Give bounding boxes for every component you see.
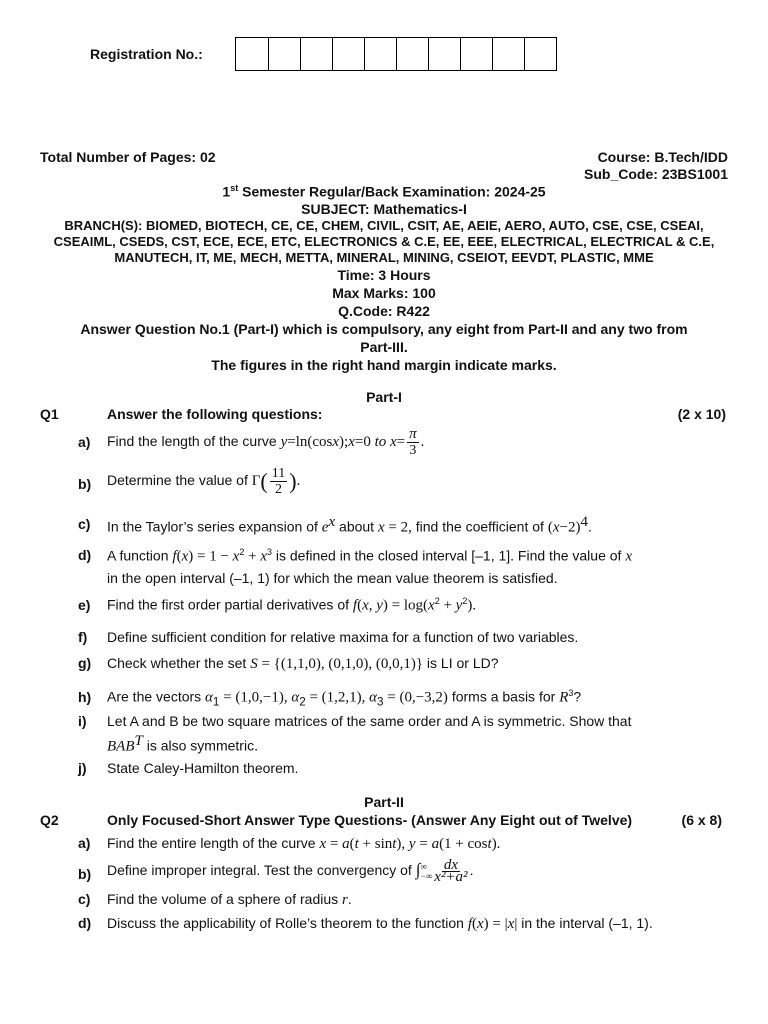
- registration-box: [236, 38, 268, 70]
- q1c-term-exp: 4: [580, 514, 588, 530]
- q1a-period: .: [420, 434, 425, 451]
- q1c-stem-a: In the Taylor’s series expansion of: [107, 518, 318, 535]
- q1a-fraction: [407, 427, 419, 458]
- q1e-x-exp: 2: [434, 596, 440, 606]
- q2a-a1: a: [342, 836, 350, 852]
- q1c-text: [107, 514, 592, 537]
- part2-title: Part-II: [364, 794, 404, 810]
- q1h-a2-val: = (1,2,1),: [305, 689, 370, 706]
- q1h-label: h): [78, 689, 92, 705]
- q2b-label: b): [78, 866, 92, 882]
- q2b-lower: −∞: [420, 871, 433, 881]
- branch-line-2: CSEAIML, CSEDS, CST, ECE, ECE, ETC, ELECTRONICS & C.E, EE, EEE, ELECTRICAL, ELECTRICAL & C.E,: [53, 234, 715, 249]
- q1c-term-rest: −2): [559, 519, 581, 536]
- q1h-a2: α: [291, 689, 300, 706]
- branch-list-1: BIOMED, BIOTECH, CE, CE, CHEM, CIVIL, CSIT, AE, AEIE, AERO, AUTO, CSE, CSE, CSEAI,: [146, 218, 704, 233]
- q1e-text: [107, 596, 476, 615]
- q1e-x: x: [428, 597, 435, 614]
- exam-number: 1: [222, 183, 231, 200]
- q1h-r-exp: 3: [568, 688, 574, 698]
- registration-box: [268, 38, 300, 70]
- total-pages: Total Number of Pages: 02: [40, 149, 216, 165]
- q2b-limits: ∞: [420, 861, 427, 872]
- q1e-plus: +: [439, 597, 456, 614]
- q1d-label: d): [78, 547, 92, 563]
- q1g-set: = {(1,1,0), (0,1,0), (0,0,1)}: [257, 656, 424, 672]
- q1-title: Answer the following questions:: [107, 406, 323, 422]
- q1i-t: T: [134, 733, 143, 749]
- q2d-abs-close: |: [514, 916, 518, 932]
- q1i-bab: BAB: [107, 738, 135, 755]
- part1-title: Part-I: [366, 389, 402, 405]
- time: Time: 3 Hours: [337, 267, 431, 283]
- q1h-stem-b: forms a basis for: [451, 688, 556, 705]
- branch-line-1: [0, 218, 768, 233]
- q2d-stem-a: Discuss the applicability of Rolle’s theorem to the function: [107, 915, 464, 931]
- q1h-a1: α: [205, 689, 213, 706]
- q2a-comma: ),: [396, 836, 409, 852]
- q1a-fraction-den: 3: [409, 443, 417, 458]
- registration-number-boxes: [235, 37, 557, 71]
- q2d-eq: ) = |: [483, 916, 508, 932]
- q1c-stem-b: about: [339, 518, 375, 535]
- q1g-stem-b: is LI or LD?: [426, 655, 499, 671]
- q1c-term-x: x: [552, 519, 560, 536]
- q1e-f: f: [352, 597, 358, 614]
- q2d-absx: x: [507, 916, 515, 932]
- exam-title: [0, 183, 768, 200]
- q1e-close: ).: [467, 597, 477, 614]
- q2a-t3: t: [487, 836, 492, 852]
- q2d-stem-b: in the interval (–1, 1).: [521, 915, 653, 931]
- q1d-stem-a: A function: [107, 547, 169, 564]
- exam-title-text: Semester Regular/Back Examination: 2024-25: [242, 183, 546, 200]
- max-marks: Max Marks: 100: [332, 285, 436, 301]
- q2a-x-eq: =: [326, 836, 343, 852]
- q1b-fraction-den: 2: [274, 482, 282, 497]
- q1i-label: i): [78, 713, 87, 729]
- q1d-plus: +: [244, 548, 261, 565]
- q1-marks: (2 x 10): [677, 406, 726, 422]
- q1h-text: [107, 688, 581, 708]
- q1d-x2-exp: 2: [239, 547, 245, 557]
- q1d-var-x: x: [625, 548, 632, 565]
- q1b-gamma: Γ: [251, 473, 261, 490]
- q1b-fraction-num: 11: [271, 466, 286, 481]
- q1a-text: [107, 427, 424, 458]
- q1h-stem-a: Are the vectors: [107, 688, 202, 705]
- q1i-text-line1: Let A and B be two square matrices of the same order and A is symmetric. Show that: [107, 713, 632, 729]
- q1d-x3: x: [260, 548, 267, 565]
- q1a-label: a): [78, 434, 91, 450]
- q1c-eq: = 2,: [384, 519, 412, 536]
- q1a-formula: y: [280, 434, 288, 451]
- q2d-f: f: [467, 916, 472, 932]
- q1c-exp: x: [328, 514, 336, 530]
- q1e-eq: ) = log(: [382, 597, 429, 614]
- q2a-y-eq: =: [415, 836, 432, 852]
- q1e-y: y: [455, 597, 463, 614]
- q1f-label: f): [78, 629, 88, 645]
- subject: SUBJECT: Mathematics-I: [301, 201, 467, 217]
- q1j-label: j): [78, 760, 87, 776]
- q2a-close: ).: [491, 836, 501, 852]
- q2b-period: .: [469, 862, 474, 879]
- q1a-formula-7: to x: [374, 434, 397, 451]
- q1d-text: [107, 547, 632, 566]
- q1b-label: b): [78, 476, 92, 492]
- registration-box: [428, 38, 460, 70]
- q1b-paren-open: (: [260, 468, 268, 494]
- q1h-a1-sub: 1: [212, 695, 220, 709]
- q2-title: Only Focused-Short Answer Type Questions- (Answer Any Eight out of Twelve): [107, 812, 633, 828]
- exam-number-suffix: st: [230, 183, 239, 193]
- q1f-text: Define sufficient condition for relative maxima for a function of two variables.: [107, 629, 579, 645]
- course: Course: B.Tech/IDD: [597, 149, 728, 165]
- q1a-formula-2: =ln(cos: [287, 434, 333, 451]
- q1a-fraction-num: π: [409, 426, 417, 442]
- sub-code: Sub_Code: 23BS1001: [584, 166, 728, 182]
- q1a-formula-8: =: [396, 434, 406, 451]
- q2b-fraction-num: dx: [443, 857, 458, 873]
- q1d-x2: x: [232, 548, 240, 565]
- q2d-x: x: [477, 916, 484, 932]
- q1c-label: c): [78, 516, 91, 532]
- instruction-line-2: Part-III.: [360, 339, 408, 355]
- q2a-x: x: [319, 836, 327, 852]
- q1g-stem-a: Check whether the set: [107, 655, 247, 671]
- q1g-s: S: [250, 656, 258, 672]
- q2c-stem: Find the volume of a sphere of radius: [107, 891, 339, 907]
- q1d-x: x: [181, 548, 189, 565]
- q1d-x3-exp: 3: [266, 547, 272, 557]
- q2a-x-rest: + sin: [358, 836, 393, 852]
- q1g-label: g): [78, 655, 92, 671]
- q2c-period: .: [347, 891, 352, 907]
- q2b-fraction-den: x²+a²: [434, 869, 468, 885]
- q1g-text: [107, 655, 499, 673]
- instruction-line-3: The figures in the right hand margin indicate marks.: [211, 357, 557, 373]
- q1d-fx: (: [176, 548, 182, 565]
- q2c-label: c): [78, 891, 91, 907]
- q1a-formula-3: x: [332, 434, 340, 451]
- q1c-e: e: [321, 519, 329, 536]
- q1a-formula-5: x: [348, 434, 355, 451]
- q1c-stem-c: find the coefficient of: [415, 518, 544, 535]
- instruction-line-1: Answer Question No.1 (Part-I) which is compulsory, any eight from Part-II and any two from: [80, 321, 688, 337]
- q2a-t2: t: [392, 836, 397, 852]
- q1-number: Q1: [40, 406, 59, 422]
- q1a-formula-6: =0: [354, 434, 375, 451]
- q1b-fraction: [270, 466, 287, 497]
- q1b-period: .: [296, 473, 301, 490]
- q2a-a2: a: [431, 836, 440, 852]
- q1h-a1-val: = (1,0,−1),: [219, 689, 292, 706]
- q1h-a3-val: = (0,−3,2): [383, 689, 448, 706]
- q2b-stem: Define improper integral. Test the convergency of: [107, 862, 412, 879]
- q1d-eq: ) = 1 −: [188, 548, 233, 565]
- q1e-label: e): [78, 597, 91, 613]
- q1d-f: f: [172, 548, 177, 565]
- q1e-stem: Find the first order partial derivatives of: [107, 596, 349, 613]
- q1b-stem: Determine the value of: [107, 472, 248, 489]
- q1h-a2-sub: 2: [299, 695, 306, 709]
- q1c-term: (: [547, 519, 553, 536]
- registration-box: [300, 38, 332, 70]
- q1i-text-line2: [107, 733, 258, 756]
- registration-label: Registration No.:: [90, 46, 203, 62]
- registration-box: [460, 38, 492, 70]
- q1a-stem: Find the length of the curve: [107, 433, 277, 450]
- q2d-fx: (: [472, 916, 477, 932]
- q1a-formula-4: );: [339, 434, 349, 451]
- q1b-text: [107, 466, 300, 497]
- q1h-r: R: [559, 689, 569, 706]
- q2c-text: [107, 891, 352, 909]
- q2c-r: r: [342, 892, 348, 908]
- q1e-args: (: [357, 597, 363, 614]
- q1h-q: ?: [573, 688, 582, 705]
- q2b-fraction: [434, 857, 468, 885]
- q2-marks: (6 x 8): [681, 812, 722, 828]
- q1e-xy: x, y: [362, 597, 383, 614]
- q1j-text: State Caley-Hamilton theorem.: [107, 760, 299, 776]
- q2b-integral: ∫: [415, 860, 421, 880]
- registration-box: [332, 38, 364, 70]
- qcode: Q.Code: R422: [338, 303, 430, 319]
- registration-box: [396, 38, 428, 70]
- q1h-a3: α: [369, 689, 378, 706]
- q2d-label: d): [78, 915, 92, 931]
- branch-line-3: MANUTECH, IT, ME, MECH, METTA, MINERAL, MINING, CSEIOT, EEVDT, PLASTIC, MME: [114, 250, 654, 265]
- q2a-y: y: [408, 836, 416, 852]
- q2b-text: [107, 857, 474, 885]
- q2d-text: [107, 915, 653, 933]
- q2a-x-val: (: [349, 836, 355, 852]
- q1b-paren-close: ): [289, 468, 297, 494]
- q1e-y-exp: 2: [462, 596, 468, 606]
- q1c-period: .: [587, 518, 592, 535]
- q1c-x: x: [377, 519, 385, 536]
- q2a-t1: t: [354, 836, 359, 852]
- q2a-stem: Find the entire length of the curve: [107, 835, 316, 851]
- registration-box: [524, 38, 556, 70]
- q2a-y-val: (1 + cos: [439, 836, 488, 852]
- q2-number: Q2: [40, 812, 59, 828]
- q1d-text-line2: in the open interval (–1, 1) for which the mean value theorem is satisfied.: [107, 570, 558, 586]
- q1d-stem-b: is defined in the closed interval [–1, 1]. Find the value of: [275, 547, 622, 564]
- registration-box: [364, 38, 396, 70]
- q1i-stem-b: is also symmetric.: [146, 737, 258, 754]
- registration-box: [492, 38, 524, 70]
- q2a-label: a): [78, 835, 91, 851]
- q1h-a3-sub: 3: [377, 695, 384, 709]
- branch-label: BRANCH(S):: [64, 218, 143, 233]
- q2a-text: [107, 835, 500, 853]
